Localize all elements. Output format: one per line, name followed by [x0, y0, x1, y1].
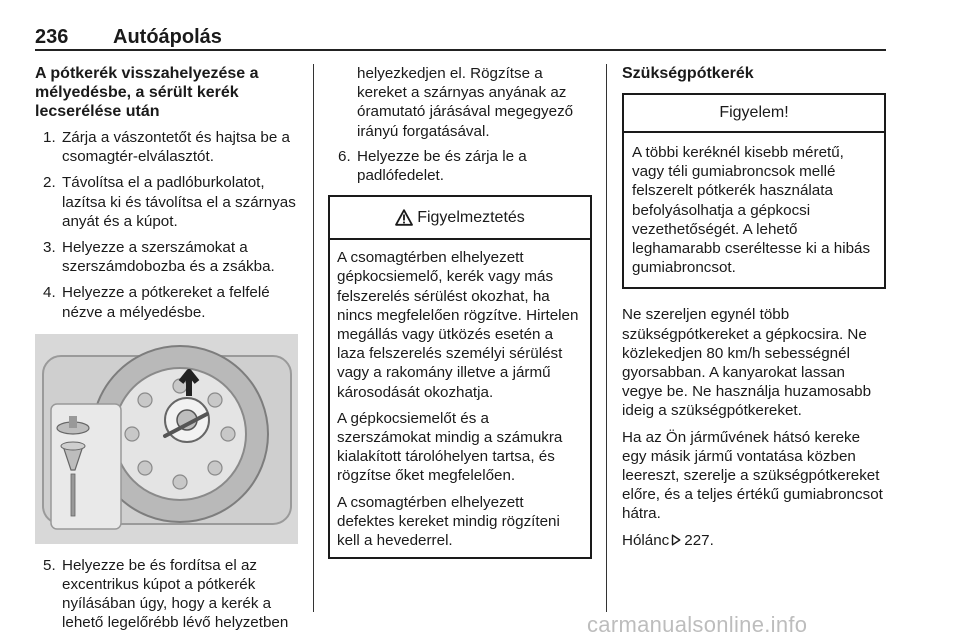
- body-paragraph: Ne szereljen egynél több szükségpótkereket a gépkocsira. Ne közlekedjen 80 km/h sebességnél gyorsabban. A kanyarokat lassan vegye be. Ne használja huzamosabb ideig a szükségpótkereket.: [622, 306, 872, 420]
- steps-list: [35, 128, 300, 322]
- column-2: [330, 64, 592, 559]
- caution-body: A többi keréknél kisebb méretű, vagy téli gumiabroncsok mellé felszerelt pótkerék használata befolyásolhatja a gépkocsi vezethetőségét. A lehető leghamarabb cseréltesse ki a hibás gumiabroncsot.: [632, 144, 871, 277]
- cross-reference[interactable]: [622, 531, 886, 550]
- step-text: Helyezze a pótkereket a felfelé nézve a mélyedésbe.: [62, 284, 270, 321]
- step-text: Helyezze a szerszámokat a szerszámdobozba és a zsákba.: [62, 239, 275, 276]
- spare-wheel-drawing: [35, 334, 298, 544]
- step-number: 2.: [43, 174, 56, 192]
- watermark: carmanualsonline.info: [587, 612, 808, 637]
- page-reference-triangle-icon: [671, 534, 681, 546]
- step-6: [330, 147, 592, 185]
- warning-title: Figyelmeztetés: [417, 209, 525, 227]
- spare-wheel-illustration: [35, 334, 298, 544]
- crossref-page: 227.: [684, 531, 714, 549]
- warning-header: [330, 197, 590, 240]
- column-divider-2: [606, 64, 607, 612]
- body-paragraph: Ha az Ön járművének hátsó kereke egy másik jármű vontatása közben leereszt, szerelje a szükségpótkereket előre, és a teljes értékű gumiabroncsot hátra.: [622, 428, 883, 523]
- step-2: [35, 173, 300, 231]
- steps-list-end: [330, 147, 592, 185]
- step-5: [35, 556, 300, 633]
- warning-paragraph: A gépkocsiemelőt és a szerszámokat mindig a számukra kialakított tárolóhelyen tartsa, és rögzítse őket megfelelően.: [337, 409, 563, 485]
- column-1: [35, 64, 300, 640]
- step-number: 6.: [338, 147, 351, 165]
- warning-paragraph: A csomagtérben elhelyezett gépkocsiemelő, kerék vagy más felszerelés sérülést okozhat, ha nincs megfelelően rögzítve. Hirtelen megállás vagy ütközés esetén a laza felszerelés személyi sérülést vagy a rakomány illetve a jármű károsodását okozhatja.: [337, 249, 579, 401]
- emergency-wheel-heading: Szükségpótkerék: [622, 65, 754, 82]
- step-4: [35, 283, 300, 321]
- warning-box: [328, 195, 592, 559]
- step-1: [35, 128, 300, 166]
- page-number: 236: [35, 26, 69, 48]
- step-text: Távolítsa el a padlóburkolatot, lazítsa ki és távolítsa el a szárnyas anyát és a kúpot.: [62, 174, 296, 230]
- step-text: Zárja a vászontetőt és hajtsa be a csomagtér-elválasztót.: [62, 129, 290, 166]
- step-5-continued: helyezkedjen el. Rögzítse a kereket a szárnyas anyának az óramutató járásával megegyező irányú forgatásával.: [357, 65, 574, 140]
- warning-body: [330, 240, 590, 557]
- header-divider: [35, 49, 886, 51]
- procedure-heading: A pótkerék visszahelyezése a mélyedésbe, a sérült kerék lecserélése után: [35, 65, 259, 120]
- caution-title: Figyelem!: [624, 95, 884, 133]
- step-number: 3.: [43, 239, 56, 257]
- step-3: [35, 238, 300, 276]
- step-number: 5.: [43, 556, 56, 574]
- step-number: 4.: [43, 284, 56, 302]
- step-text: Helyezze be és fordítsa el az excentrikus kúpot a pótkerék nyílásában úgy, hogy a kerék a lehető legelőrébb lévő helyzetben: [62, 556, 289, 632]
- steps-list-continued: [35, 556, 300, 633]
- column-3: [622, 64, 886, 557]
- step-number: 1.: [43, 129, 56, 146]
- section-title: Autóápolás: [113, 26, 222, 48]
- warning-paragraph: A csomagtérben elhelyezett defektes kereket mindig rögzíteni kell a hevederrel.: [337, 493, 560, 550]
- column-divider-1: [313, 64, 314, 612]
- caution-box: [622, 93, 886, 289]
- crossref-label: Hólánc: [622, 531, 670, 549]
- warning-triangle-icon: [395, 209, 413, 226]
- step-text: Helyezze be és zárja le a padlófedelet.: [357, 147, 527, 185]
- page-header: [35, 20, 885, 52]
